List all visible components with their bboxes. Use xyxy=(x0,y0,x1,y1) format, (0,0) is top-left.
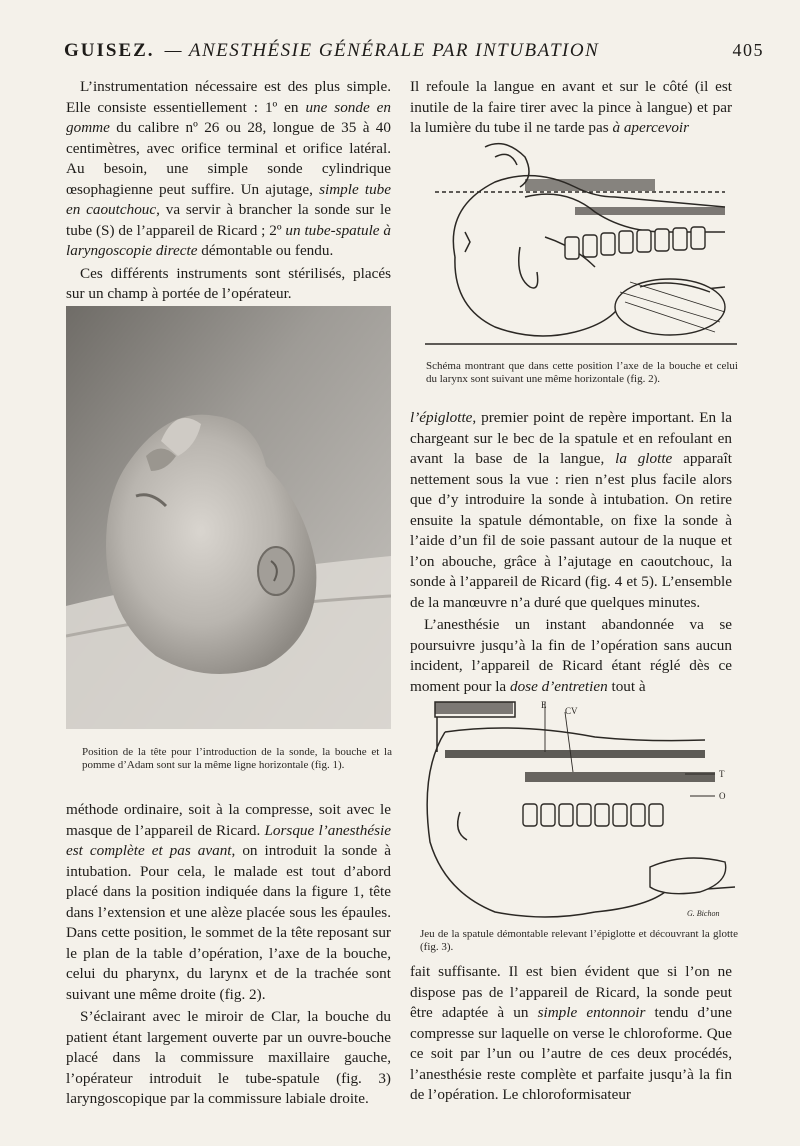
paragraph: L’anesthésie un instant abandonnée va se poursuivre jusqu’à la fin de l’opération sans aucun incident, l’appareil de Ricard étant réglé dès ce moment pour la dose d’entretien tout à xyxy=(410,616,732,695)
page-number: 405 xyxy=(732,40,764,60)
figure-3-caption: Jeu de la spatule démontable relevant l’épiglotte et découvrant la glotte (fig. 3). xyxy=(420,928,738,953)
paragraph: Il refoule la langue en avant et sur le côté (il est inutile de la faire tirer avec la pince à langue) et par la lumière du tube il ne tarde pas à apercevoir xyxy=(410,78,732,136)
head-photo-illustration xyxy=(66,306,391,729)
paragraph: S’éclairant avec le miroir de Clar, la bouche du patient étant largement ouverte par un ouvre-bouche placé dans la commissure maxillaire gauche, l’opérateur introduit le tube-spatule (fig. 3) laryngoscopique par la commissure labiale droite. xyxy=(66,1008,391,1107)
label-cv: CV xyxy=(565,706,578,716)
left-column-top xyxy=(66,77,391,327)
left-column-bottom xyxy=(66,800,391,1110)
figure-2-caption: Schéma montrant que dans cette position l’axe de la bouche et celui du larynx sont suivant une même horizontale (fig. 2). xyxy=(426,360,738,385)
right-column-top xyxy=(410,77,732,139)
label-o: O xyxy=(719,791,726,801)
running-header xyxy=(64,40,764,74)
right-column-middle xyxy=(410,408,732,697)
figure-3-diagram xyxy=(415,692,740,924)
paragraph: fait suffisante. Il est bien évident que si l’on ne dispose pas de l’appareil de Ricard, la sonde peut être adaptée à un simple entonnoir tendu d’une compresse sur laquelle on verse le chloroforme. Que ce soit par l’un ou l’autre de ces deux procédés, l’anesthésie reste complète et parfaite jusqu’à la fin de l’opération. Le chloroformisateur xyxy=(410,963,732,1103)
paragraph: L’instrumentation nécessaire est des plus simple. Elle consiste essentiellement : 1º en une sonde en gomme du calibre nº 26 ou 28, longue de 35 à 40 centimètres, avec orifice terminal et orifice latéral. Au besoin, une simple sonde cylindrique œsophagienne peut suffire. Un ajutage, simple tube en caoutchouc, va servir à brancher la sonde sur le tube (S) de l’appareil de Ricard ; 2º un tube-spatule à laryngoscopie directe démontable ou fendu. xyxy=(66,78,391,259)
illustrator-signature: G. Bichon xyxy=(687,909,720,918)
header-title: — ANESTHÉSIE GÉNÉRALE PAR INTUBATION xyxy=(164,40,600,61)
paragraph: l’épiglotte, premier point de repère important. En la chargeant sur le bec de la spatule et en refoulant en avant la base de la langue, la glotte apparaît nettement sous la vue : rien n’est plus facile alors que d’y introduire la sonde à intubation. On retire ensuite la spatule démontable, on fixe la sonde à l’aide d’un fil de soie passant autour de la nuque et l’on abouche, grâce à l’ajutage en caoutchouc, la sonde à l’appareil de Ricard (fig. 4 et 5). L’ensemble de la manœuvre n’a duré que quelques minutes. xyxy=(410,409,732,611)
header-author: GUISEZ. xyxy=(64,40,155,61)
figure-2-diagram xyxy=(425,137,737,352)
figure-1-photograph xyxy=(66,306,391,729)
airway-schematic xyxy=(425,137,737,352)
figure-1-caption: Position de la tête pour l’introduction de la sonde, la bouche et la pomme d’Adam sont sur la même ligne horizontale (fig. 1). xyxy=(82,746,392,771)
label-t: T xyxy=(719,769,725,779)
spatula-illustration xyxy=(415,692,740,924)
label-e: E xyxy=(541,700,547,710)
paragraph: méthode ordinaire, soit à la compresse, soit avec le masque de l’appareil de Ricard. Lorsque l’anesthésie est complète et pas avant, on introduit la sonde à intubation. Pour cela, le malade est tout d’abord placé dans la position indiquée dans la figure 1, tête dans l’extension et une alèze placée sous les épaules. Dans cette position, le sommet de la tête reposant sur le plan de la table d’opération, l’axe de la bouche, celui du pharynx, du larynx et de la trachée sont suivant une même droite (fig. 2). xyxy=(66,801,391,1003)
paragraph: Ces différents instruments sont stérilisés, placés sur un champ à portée de l’opérateur. xyxy=(66,264,391,302)
right-column-bottom xyxy=(410,962,732,1106)
